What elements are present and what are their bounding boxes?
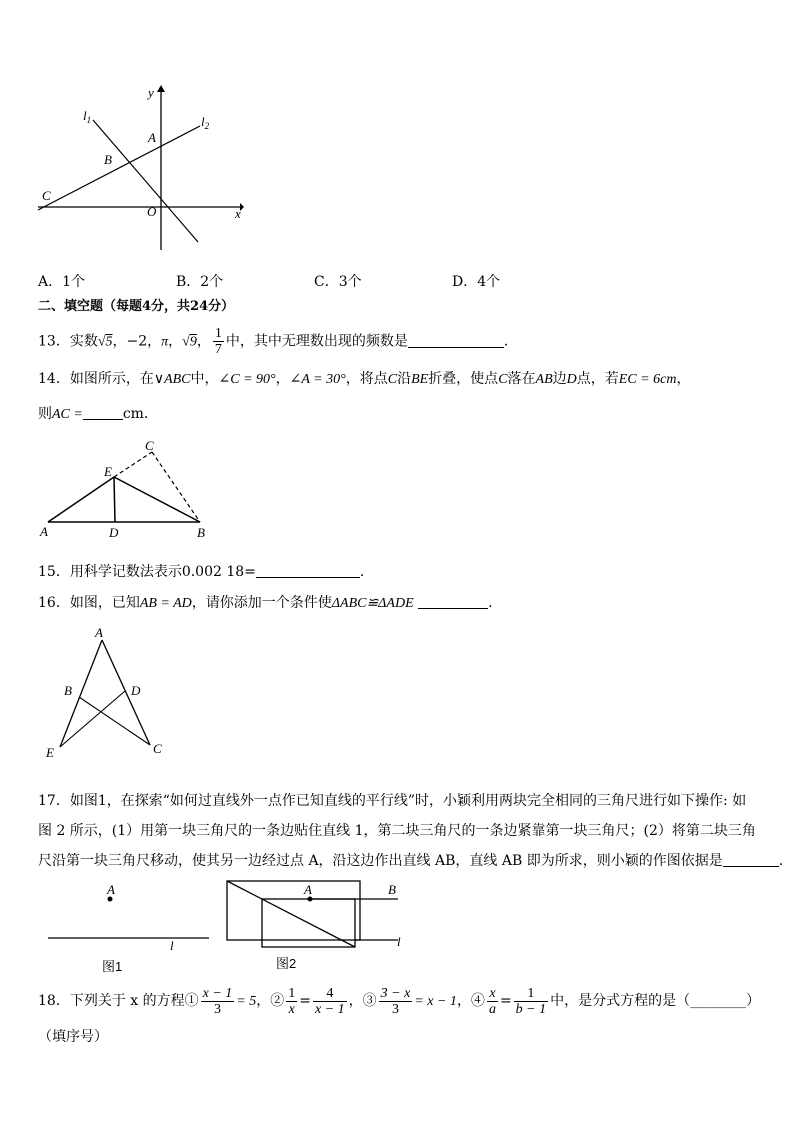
label-A: A — [95, 625, 103, 640]
line-l2 — [38, 126, 200, 210]
figure-1 — [44, 882, 224, 952]
eq3-fraction: $\frac{3 - x}{3}$ — [380, 985, 411, 1017]
question-15: 15．用科学记数法表示0.002 18= . — [38, 564, 365, 580]
eq2-right-fraction: $\frac{4}{x - 1}$ — [314, 985, 345, 1017]
question-18-note: （填序号） — [38, 1029, 108, 1045]
label-A: A — [40, 524, 48, 539]
label-D: D — [131, 683, 141, 698]
label-C: C — [42, 188, 51, 203]
question-17-line3: 尺沿第一块三角尺移动，使其另一边经过点 A，沿这边作出直线 AB，直线 AB 即为所求，则小颖的作图依据是 . — [38, 853, 784, 869]
eq4-right-fraction: $\frac{1}{b - 1}$ — [515, 985, 547, 1017]
point-A — [308, 897, 313, 902]
question-14-line1: 14．如图所示，在∨ABC中，∠C = 90°，∠A = 30°，将点C沿BE折叠，使点C落在AB边D点，若EC = 6cm， — [38, 371, 691, 387]
crossed-triangle-figure — [40, 625, 190, 760]
label-l: l — [170, 938, 174, 953]
label-B: B — [64, 683, 72, 698]
question-14-line2: 则AC = cm． — [38, 406, 158, 422]
label-E: E — [46, 745, 54, 760]
label-C: C — [153, 741, 162, 756]
option-a: A．1个 — [38, 274, 86, 290]
label-x: x — [235, 206, 241, 221]
label-l: l — [397, 934, 401, 949]
option-c: C．3个 — [314, 274, 362, 290]
eq1-fraction: $\frac{x - 1}{3}$ — [202, 985, 233, 1017]
label-B: B — [197, 525, 205, 540]
answer-blank-14[interactable] — [83, 405, 123, 420]
label-l1: $l_1$ — [83, 108, 92, 125]
label-C: C — [145, 438, 154, 453]
answer-blank-13[interactable] — [408, 333, 504, 348]
fold-triangle-figure — [36, 436, 226, 546]
label-A: A — [107, 882, 115, 897]
label-y: y — [148, 85, 154, 100]
question-13: 13．实数√5，−2，π，√9， $\frac{1}{7}$ 中，其中无理数出现的频数是 . — [38, 326, 509, 357]
option-b: B．2个 — [176, 274, 224, 290]
label-A: A — [148, 130, 156, 145]
axes-figure — [30, 80, 250, 260]
answer-blank-15[interactable] — [256, 563, 360, 578]
question-18: 18．下列关于 x 的方程① $\frac{x - 1}{3}$ = 5，② $\frac{1}{x}$ = $\frac{4}{x - 1}$ ，③ $\frac{3 - x}{3}$ = x − 1，④ $\frac{x}{a}$ = $\frac{1}{b - 1}$ 中，是分式方程的是（________） — [38, 985, 761, 1017]
eq2-left-fraction: $\frac{1}{x}$ — [288, 985, 296, 1017]
label-l2: $l_2$ — [201, 114, 210, 131]
option-d: D．4个 — [452, 274, 501, 290]
section2-heading: 二、填空题（每题4分，共24分） — [38, 299, 235, 314]
answer-blank-17[interactable] — [723, 852, 779, 867]
question-16: 16．如图，已知AB = AD，请你添加一个条件使ΔABC≌ΔADE . — [38, 595, 493, 611]
label-A: A — [304, 882, 312, 897]
label-B: B — [388, 882, 396, 897]
answer-blank-16[interactable] — [418, 594, 488, 609]
label-E: E — [104, 464, 112, 479]
figure-2 — [222, 876, 422, 956]
label-D: D — [109, 525, 119, 540]
caption-figure-2: 图2 — [276, 956, 297, 971]
answer-blank-18[interactable]: （________） — [676, 993, 761, 1009]
eq4-left-fraction: $\frac{x}{a}$ — [488, 985, 496, 1017]
caption-figure-1: 图1 — [102, 959, 123, 974]
label-O: O — [147, 204, 157, 219]
question-17-line2: 图 2 所示，(1）用第一块三角尺的一条边贴住直线 1，第二块三角尺的一条边紧靠第一块三角尺；(2）将第二块三角 — [38, 823, 756, 839]
y-axis-arrow — [157, 85, 165, 92]
point-A — [108, 897, 113, 902]
fraction-1-7: $\frac{1}{7}$ — [214, 326, 222, 357]
question-17-line1: 17．如图1，在探索“如何过直线外一点作已知直线的平行线”时，小颖利用两块完全相同的三角尺进行如下操作: 如 — [38, 793, 747, 809]
line-l1 — [93, 120, 198, 242]
label-B: B — [104, 152, 112, 167]
